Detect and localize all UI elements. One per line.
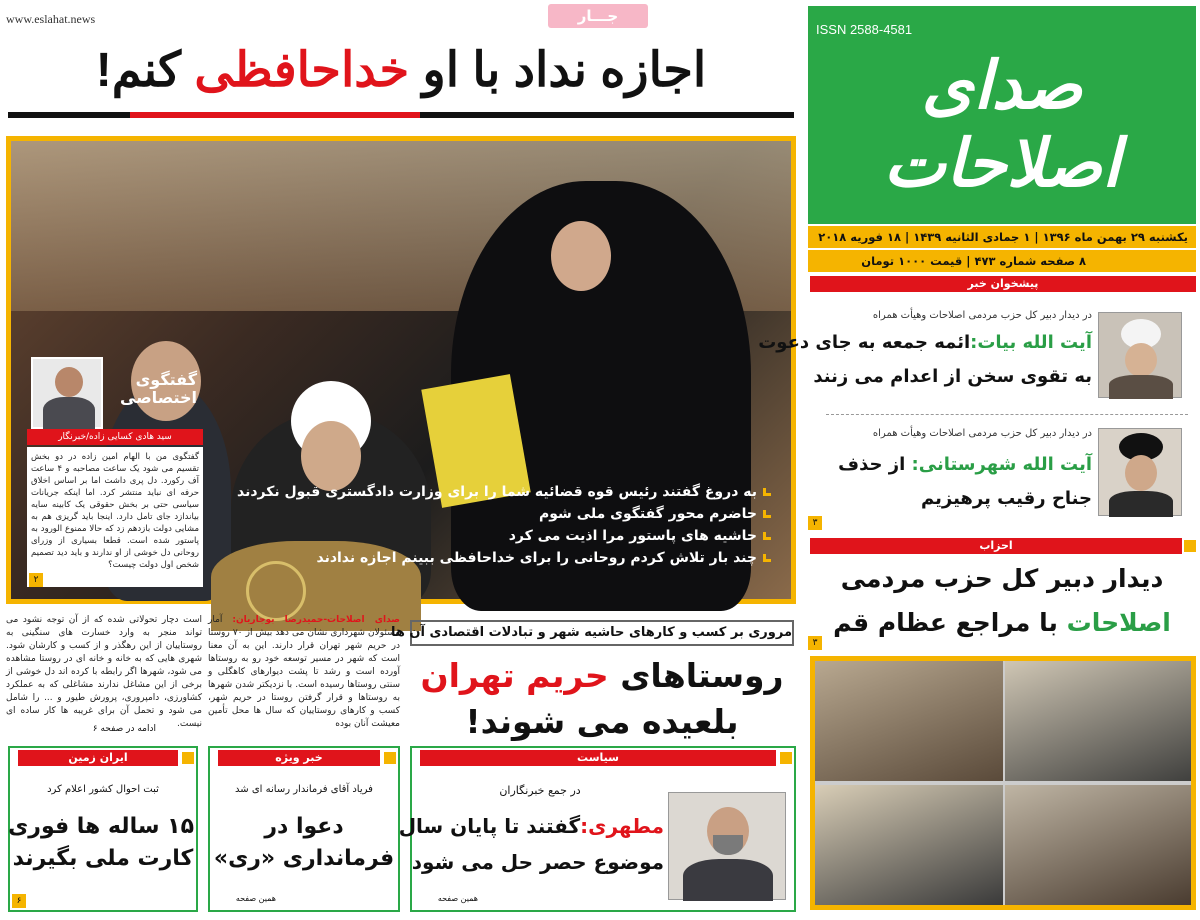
headline-part1: اجازه نداد با او bbox=[409, 44, 707, 97]
site-url[interactable]: www.eslahat.news bbox=[6, 12, 96, 26]
parties-title-2[interactable]: اصلاحات با مراجع عظام قم bbox=[833, 608, 1171, 637]
box2-line2: فرمانداری «ری» bbox=[213, 846, 395, 871]
story-col-right: صدای اصلاحات-حمیدرضا بوجاریان: آمار مسئولان شهرداری نشان می دهد بیش از ۷۰ روستا در حریم شهر تهران قرار دارند. این به آن معنا است که شهر در مسیر توسعه خود رو به روستاها آورده است و رشد تا پشت دیوارهای کاهگلی و سنتی روستاها رسیده است. با نزدیکتر شدن شهرها به روستاها و قرار گرفتن روستا در حریم شهر، کسب و کارهای روستاییان که سال ها محل تأمین معیشت آنان بوده bbox=[208, 615, 400, 729]
masthead[interactable] bbox=[808, 6, 1196, 224]
box2-line1: دعوا در bbox=[264, 814, 344, 839]
issn: ISSN 2588-4581 bbox=[816, 22, 913, 37]
story-col-left: است دچار تحولاتی شده که از آن توجه نشود می تواند منجر به وارد خسارت های سنگینی به روستاییان از این رهگذر و از کسب و کارشان شود. شهری هایی که به خانه و خانه ای در روستا مشاهده می شود، شهرها اگر رابطه با کرده اند دل خوشی از برخی از این مشاغل ندارند مشاغلی که به عملکرد کشاورزی، دامپروری، پرورش طیور و ... را شامل می شود و تحمل آن برای غریبه ها کار ساده ای نیست. bbox=[6, 615, 202, 729]
box-special-news[interactable] bbox=[208, 746, 400, 912]
portrait-bayat bbox=[1098, 312, 1182, 398]
bullet-item-2[interactable]: حاضرم محور گفتگوی ملی شوم bbox=[291, 503, 771, 525]
bullet-item-1[interactable]: به دروغ گفتند رئیس قوه قضائیه شما را برای وزارت دادگستری قبول نکردند bbox=[291, 481, 771, 503]
parties-title-1[interactable]: دیدار دبیر کل حزب مردمی bbox=[840, 564, 1164, 593]
interview-intro: گفتگوی من با الهام امین زاده در دو بخش تقسیم می شود یک ساعت مصاحبه و ۴ ساعت آف رکورد. دل پری داشت اما بر اساس اخلاق حرفه ای نباید منتشر کرد. اما اینکه جریانات سیاسی حتی بر بخش حقوقی یک کابینه سایه بیاندازد جای تامل دارد. اینجا باید گریزی هم به مشایی دولت بازدهم زد که حالا ممنوع الورود به پاستور شده است. قطعا بسیاری از وزرای روحانی دل خوشی از او ندارند و باید دید تصمیم شخص اول دولت چیست؟ bbox=[27, 447, 203, 587]
parties-photo-collage[interactable] bbox=[810, 656, 1196, 910]
portrait-motahari bbox=[668, 792, 786, 900]
headline-kicker: جـــار bbox=[548, 4, 648, 28]
portrait-shahrestani bbox=[1098, 428, 1182, 516]
box-politics[interactable] bbox=[398, 746, 796, 912]
box3-line1: مطهری:گفتند تا پایان سال bbox=[398, 814, 664, 838]
sidebar-item2-line2: جناح رقیب پرهیزیم bbox=[921, 488, 1092, 509]
masthead-date: یکشنبه ۲۹ بهمن ماه ۱۳۹۶ | ۱ جمادی الثانیه ۱۴۳۹ | ۱۸ فوریه ۲۰۱۸ bbox=[808, 226, 1196, 248]
collage-photo-1 bbox=[815, 661, 1003, 781]
box-iran-zamin[interactable] bbox=[8, 746, 198, 912]
bullet-list bbox=[237, 481, 771, 569]
headline-rule-accent bbox=[130, 112, 420, 118]
reporter-avatar bbox=[31, 357, 103, 429]
box3-line2: موضوع حصر حل می شود bbox=[411, 850, 664, 874]
headline-highlight: خداحافظی bbox=[194, 44, 410, 97]
box1-label: ایران زمین bbox=[18, 750, 178, 766]
bullet-item-3[interactable]: حاشیه های پاستور مرا اذیت می کرد bbox=[291, 525, 771, 547]
box1-kicker: ثبت احوال کشور اعلام کرد bbox=[47, 784, 159, 795]
sidebar-section-label: پیشخوان خبر bbox=[810, 276, 1196, 292]
story-title-1[interactable]: روستاهای حریم تهران bbox=[420, 656, 784, 695]
collage-photo-2 bbox=[1005, 661, 1191, 781]
sidebar-item1-line2: به تقوی سخن از اعدام می زنند bbox=[813, 366, 1092, 387]
masthead-title: صدای اصلاحات bbox=[883, 46, 1121, 202]
box3-ref[interactable]: همین صفحه bbox=[437, 894, 478, 903]
box2-ref[interactable]: همین صفحه bbox=[235, 894, 276, 903]
story-subhead: مروری بر کسب و کارهای حاشیه شهر و تبادلات اقتصادی آن ها bbox=[410, 620, 794, 646]
box3-label: سیاست bbox=[420, 750, 776, 766]
sidebar-item1-title[interactable]: آیت الله بیات:ائمه جمعه به جای دعوت bbox=[758, 332, 1092, 353]
box1-ref: ۶ bbox=[12, 894, 26, 908]
reporter-name: سید هادی کسایی زاده/خبرنگار bbox=[27, 429, 203, 445]
box2-kicker: فریاد آقای فرماندار رسانه ای شد bbox=[235, 784, 373, 795]
collage-photo-4 bbox=[1005, 785, 1191, 905]
story-continued-ref[interactable]: ادامه در صفحه ۶ bbox=[92, 724, 156, 734]
collage-photo-3 bbox=[815, 785, 1003, 905]
sidebar-item1-kicker: در دیدار دبیر کل حزب مردمی اصلاحات وهیأت همراه bbox=[872, 310, 1092, 321]
main-photo-frame[interactable] bbox=[6, 136, 796, 604]
box2-label: خبر ویژه bbox=[218, 750, 380, 766]
story-title-2: بلعیده می شوند! bbox=[465, 702, 739, 741]
box1-line1: ۱۵ ساله ها فوری bbox=[8, 814, 194, 839]
parties-label: احزاب bbox=[810, 538, 1182, 554]
interview-label: گفتگوی اختصاصی bbox=[120, 370, 197, 407]
intro-page-ref: ۲ bbox=[29, 573, 43, 587]
parties-ref: ۳ bbox=[808, 636, 822, 650]
box1-line2: کارت ملی بگیرند bbox=[12, 846, 194, 871]
masthead-issue: ۸ صفحه شماره ۴۷۳ | قیمت ۱۰۰۰ تومان bbox=[808, 250, 1196, 272]
podium-emblem bbox=[246, 561, 306, 621]
bullet-item-4[interactable]: چند بار تلاش کردم روحانی را برای خداحافظی ببینم اجازه ندادند bbox=[291, 547, 771, 569]
box3-kicker: در جمع خبرنگاران bbox=[499, 784, 581, 797]
sidebar-item2-title[interactable]: آیت الله شهرستانی: از حذف bbox=[838, 454, 1092, 475]
sidebar-item2-ref: ۳ bbox=[808, 516, 822, 530]
main-headline[interactable] bbox=[8, 36, 794, 106]
headline-part3: کنم! bbox=[95, 44, 195, 97]
sidebar-item2-kicker: در دیدار دبیر کل حزب مردمی اصلاحات وهیأت همراه bbox=[872, 428, 1092, 439]
